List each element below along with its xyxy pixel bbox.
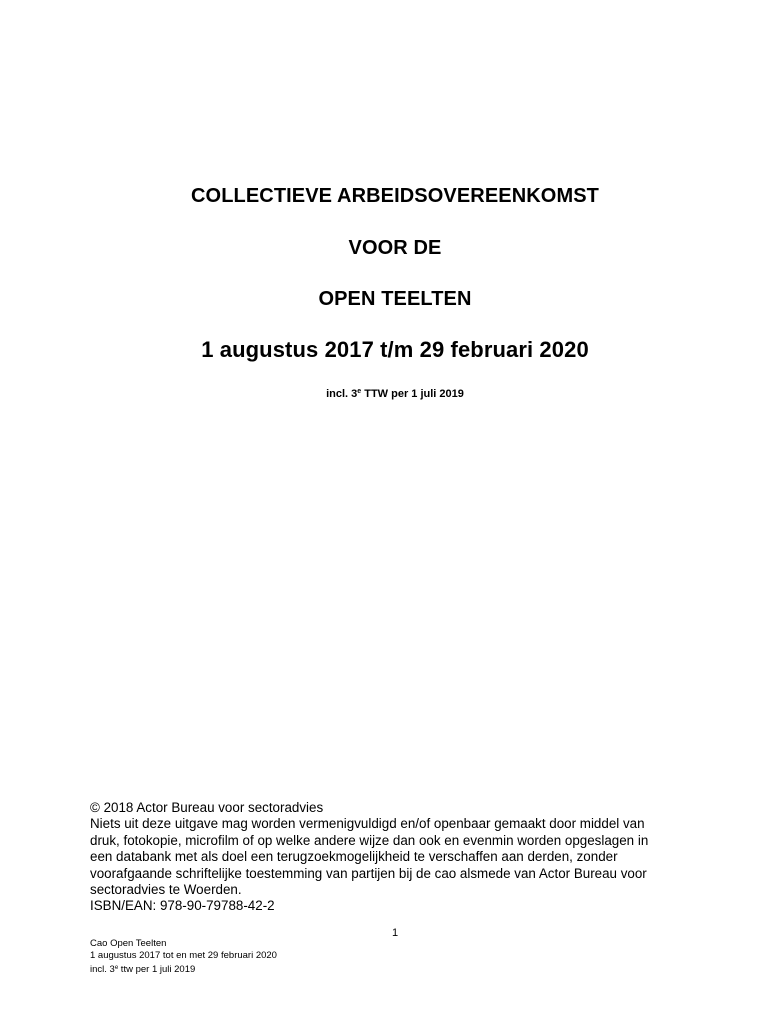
title-line-1: COLLECTIEVE ARBEIDSOVEREENKOMST (191, 185, 599, 207)
copyright-line: © 2018 Actor Bureau voor sectoradvies (90, 800, 324, 815)
subtitle-text-before: incl. 3 (326, 388, 358, 400)
title-date-range: 1 augustus 2017 t/m 29 februari 2020 (201, 337, 589, 362)
footer-text-after: ttw per 1 juli 2019 (118, 964, 196, 975)
copyright-notice (90, 800, 700, 915)
footer-superscript: e (114, 965, 119, 971)
page-footer (90, 938, 277, 976)
subtitle-superscript: e (357, 388, 362, 395)
footer-line-1: Cao Open Teelten (90, 938, 167, 949)
footer-line-3 (90, 962, 277, 976)
subtitle-text-after: TTW per 1 juli 2019 (361, 388, 464, 400)
footer-text-before: incl. 3 (90, 964, 115, 975)
isbn-line: ISBN/EAN: 978-90-79788-42-2 (90, 898, 275, 914)
subtitle (0, 385, 770, 401)
footer-line-2: 1 augustus 2017 tot en met 29 februari 2020 (90, 950, 277, 961)
copyright-line: een databank met als doel een terugzoekmogelijkheid te verschaffen aan derden, zonder (90, 849, 618, 865)
copyright-line: druk, fotokopie, microfilm of op welke andere wijze dan ook en evenmin worden opgeslagen in (90, 832, 649, 848)
copyright-line: Niets uit deze uitgave mag worden vermenigvuldigd en/of openbaar gemaakt door middel van (90, 816, 645, 832)
copyright-line: voorafgaande schriftelijke toestemming van partijen bij de cao alsmede van Actor Bureau voor (90, 865, 647, 881)
title-line-3: OPEN TEELTEN (318, 288, 472, 310)
page-number: 1 (391, 927, 399, 939)
title-line-2: VOOR DE (348, 237, 442, 259)
copyright-line: sectoradvies te Woerden. (90, 882, 242, 898)
